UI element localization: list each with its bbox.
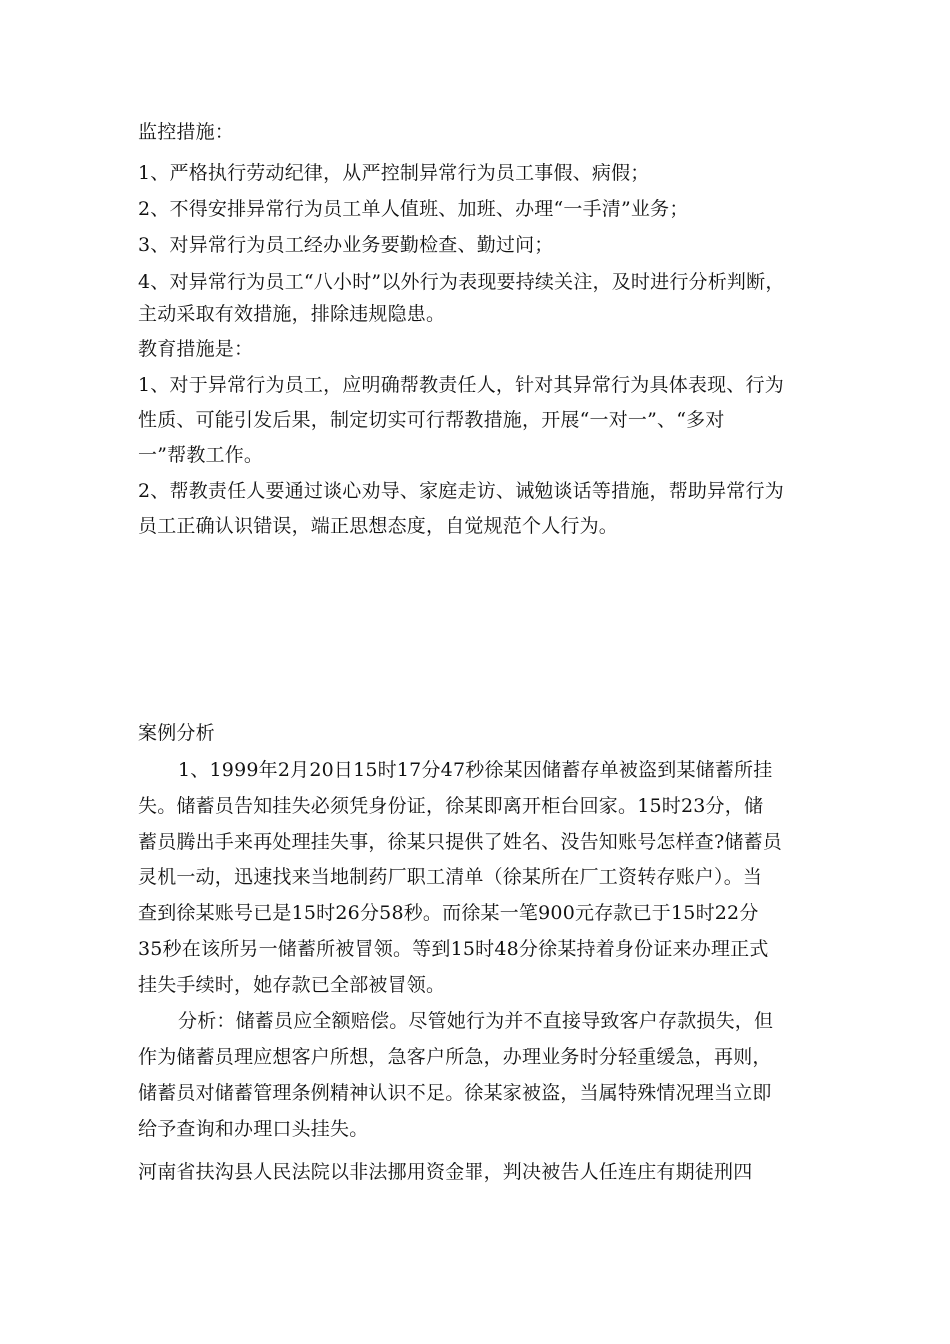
education-line-5: 员工正确认识错误，端正思想态度，自觉规范个人行为。 [138, 515, 619, 537]
monitoring-line-3: 3、对异常行为员工经办业务要勤检查、勤过问； [138, 234, 554, 256]
closing-line: 河南省扶沟县人民法院以非法挪用资金罪，判决被告人任连庄有期徒刑四 [138, 1161, 753, 1183]
case-line-2: 失。储蓄员告知挂失必须凭身份证，徐某即离开柜台回家。15时23分，储 [138, 795, 764, 817]
case-line-7: 挂失手续时，她存款已全部被冒领。 [138, 974, 446, 996]
education-line-2: 性质、可能引发后果，制定切实可行帮教措施，开展“一对一”、“多对 [138, 409, 725, 431]
monitoring-heading: 监控措施： [138, 121, 235, 143]
monitoring-line-1: 1、严格执行劳动纪律，从严控制异常行为员工事假、病假； [138, 162, 650, 184]
case-line-3: 蓄员腾出手来再处理挂失事，徐某只提供了姓名、没告知账号怎样查?储蓄员 [138, 831, 782, 853]
case-analysis-line-2: 作为储蓄员理应想客户所想，急客户所急，办理业务时分轻重缓急，再则， [138, 1046, 772, 1068]
case-line-6: 35秒在该所另一储蓄所被冒领。等到15时48分徐某持着身份证来办理正式 [138, 938, 769, 960]
case-analysis-line-3: 储蓄员对储蓄管理条例精神认识不足。徐某家被盗，当属特殊情况理当立即 [138, 1082, 772, 1104]
monitoring-line-5: 主动采取有效措施，排除违规隐患。 [138, 303, 446, 325]
education-heading: 教育措施是： [138, 338, 254, 360]
monitoring-line-4: 4、对异常行为员工“八小时”以外行为表现要持续关注，及时进行分析判断， [138, 271, 785, 293]
case-line-4: 灵机一动，迅速找来当地制药厂职工清单（徐某所在厂工资转存账户）。当 [138, 866, 763, 888]
case-analysis-line-4: 给予查询和办理口头挂失。 [138, 1118, 369, 1140]
education-line-4: 2、帮教责任人要通过谈心劝导、家庭走访、诫勉谈话等措施，帮助异常行为 [138, 480, 784, 502]
monitoring-line-2: 2、不得安排异常行为员工单人值班、加班、办理“一手清”业务； [138, 198, 689, 220]
case-line-1: 1、1999年2月20日15时17分47秒徐某因储蓄存单被盗到某储蓄所挂 [178, 759, 773, 781]
case-analysis-line-1: 分析：储蓄员应全额赔偿。尽管她行为并不直接导致客户存款损失，但 [178, 1010, 774, 1032]
case-heading: 案例分析 [138, 722, 215, 744]
education-line-1: 1、对于异常行为员工，应明确帮教责任人，针对其异常行为具体表现、行为 [138, 374, 784, 396]
case-line-5: 查到徐某账号已是15时26分58秒。而徐某一笔900元存款已于15时22分 [138, 902, 759, 924]
education-line-3: 一”帮教工作。 [138, 444, 264, 466]
